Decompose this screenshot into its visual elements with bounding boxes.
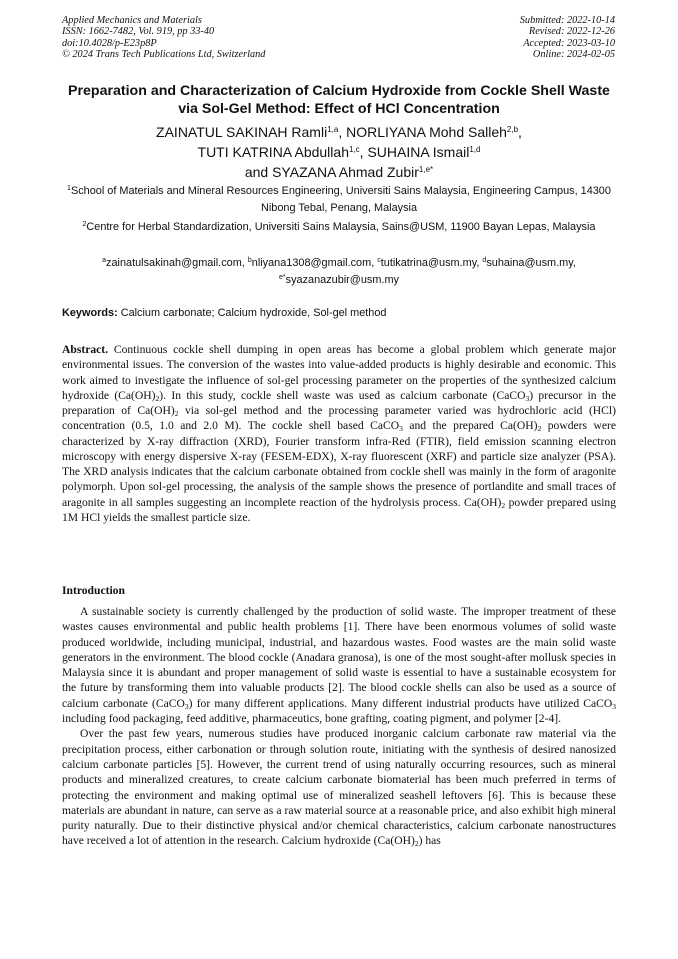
author-name: SUHAINA Ismail	[367, 144, 470, 160]
keywords-label: Keywords:	[62, 307, 118, 319]
paragraph	[62, 726, 616, 848]
email-line-1	[62, 255, 616, 272]
paragraph-text: Over the past few years, numerous studies have produced inorganic calcium carbonate raw material via the precipitation process, either carbonation or through solution route, initiating with the synthesis of desired nanosized calcium carbonate particles [5]. However, the current trend of using naturally occurring resources, such as mineral products and mineralized creatures, to create calcium carbonate biomaterial has been much preferred in terms of protecting the environment and making optimal use of mineralized seashell leftovers [6]. This is because these materials are abundant in nature, can serve as a raw material source at a reasonable price, and also exhibit high mineral purity naturally. Due to their distinctive physical and/or chemical characteristics, calcium carbonate nanostructures have received a lot of attention in the research. Calcium hydroxide (Ca(OH)	[62, 727, 616, 848]
abstract-label: Abstract.	[62, 343, 109, 356]
email-line-2	[62, 272, 616, 289]
keywords-text: Calcium carbonate; Calcium hydroxide, Sol-gel method	[117, 307, 387, 319]
author-sep: ,	[359, 144, 368, 160]
subscript: 3	[525, 393, 530, 403]
subscript: 2	[155, 393, 160, 403]
author-name: TUTI KATRINA Abdullah	[197, 144, 349, 160]
email-address[interactable]: suhaina@usm.my,	[486, 257, 576, 269]
author-sup: 2,b	[506, 125, 519, 134]
abstract-text: ) precursor in the preparation of Ca(OH)	[62, 388, 616, 417]
abstract	[62, 342, 616, 525]
author-name: ZAINATUL SAKINAH Ramli	[156, 124, 328, 140]
email-address[interactable]: syazanazubir@usm.my	[285, 273, 399, 286]
email-sup: c	[377, 257, 381, 264]
keywords	[62, 306, 616, 321]
date-revised: Revised: 2022-12-26	[528, 26, 615, 38]
affiliation-sup: 2	[82, 221, 87, 228]
subscript: 3	[612, 701, 617, 711]
abstract-text: and the prepared Ca(OH)	[402, 419, 538, 433]
abstract-text: ). In this study, cockle shell waste was used as calcium carbonate (CaCO	[159, 388, 526, 402]
journal-issn: ISSN: 1662-7482, Vol. 919, pp 33-40	[62, 26, 215, 38]
section-heading-introduction: Introduction	[62, 584, 125, 597]
affiliation-text: Centre for Herbal Standardization, Universiti Sains Malaysia, Sains@USM, 11900 Bayan Lepas, Malaysia	[86, 221, 596, 233]
affiliation-1	[62, 183, 616, 216]
author-name: NORLIYANA Mohd Salleh	[346, 124, 507, 140]
email-sup: b	[247, 257, 252, 264]
date-submitted: Submitted: 2022-10-14	[519, 15, 615, 26]
author-sep: ,	[338, 124, 347, 140]
author-line-2	[62, 142, 616, 162]
author-line-1	[62, 122, 616, 142]
paragraph-text: ) has	[418, 834, 441, 848]
email-list	[62, 255, 616, 288]
email-sep: ,	[371, 257, 378, 269]
email-sup: d	[482, 257, 487, 264]
author-sup: 1,d	[469, 145, 481, 154]
email-address[interactable]: tutikatrina@usm.my	[380, 257, 477, 269]
paragraph	[62, 604, 616, 726]
journal-header	[62, 15, 265, 61]
author-sup: 1,e*	[418, 165, 434, 174]
paper-title: Preparation and Characterization of Calcium Hydroxide from Cockle Shell Waste via Sol-Gel Method: Effect of HCl Concentration	[68, 83, 610, 117]
author-sup: 1,c	[348, 145, 360, 154]
subscript: 2	[501, 500, 506, 510]
journal-doi[interactable]: doi:10.4028/p-E23p8P	[62, 37, 157, 49]
email-address[interactable]: nliyana1308@gmail.com	[251, 257, 372, 269]
dates-header	[520, 15, 615, 61]
subscript: 3	[399, 424, 403, 434]
author-sup: 1,a	[327, 125, 339, 134]
introduction-body	[62, 604, 616, 849]
email-address[interactable]: zainatulsakinah@gmail.com	[106, 257, 242, 269]
author-list	[62, 122, 616, 182]
author-name: and SYAZANA Ahmad Zubir	[244, 164, 419, 180]
date-online: Online: 2024-02-05	[532, 49, 615, 61]
subscript: 2	[414, 839, 419, 849]
journal-copyright: © 2024 Trans Tech Publications Ltd, Switzerland	[62, 49, 266, 61]
paragraph-text: ) for many different applications. Many different industrial products have utilized CaCO	[188, 696, 613, 710]
abstract-text: powder prepared using 1M HCl yields the smallest particle size.	[62, 495, 617, 524]
subscript: 2	[174, 409, 179, 418]
abstract-text: Continuous cockle shell dumping in open areas has become a global problem which generate major environmental issues. The conversion of the wastes into value-added products is highly desirable and economic. This work aimed to investigate the influence of sol-gel processing parameter on the properties of the synthesized calcium hydroxide (Ca(OH)	[62, 343, 616, 402]
author-sep: ,	[518, 124, 522, 140]
paragraph-text: A sustainable society is currently challenged by the production of solid waste. The improper treatment of these wastes causes environmental and public health problems [1]. There have been enormous volumes of solid waste produced worldwide, including municipal, industrial, and hazardous wastes. Food wastes are the main solid waste generators in the environment. The blood cockle (Anadara granosa), is one of the most sought-after mollusk species in Malaysia since it is abundant and proper management of solid waste is essential to have a sustainable ecosystem for the future by transforming them into valuable products [2]. The blood cockle shells can also be used as a source of calcium carbonate (CaCO	[62, 605, 616, 710]
subscript: 2	[537, 424, 542, 434]
paragraph-text: including food packaging, feed additive, pharmaceutics, bone grafting, coating pigment, and polymer [2-4].	[62, 712, 562, 726]
email-sep: ,	[476, 257, 483, 269]
affiliation-text: School of Materials and Mineral Resources Engineering, Universiti Sains Malaysia, Engineering Campus, 14300 Nibong Tebal, Penang, Malaysia	[70, 185, 611, 214]
author-line-3	[62, 162, 616, 182]
email-sep: ,	[241, 257, 248, 269]
subscript: 3	[184, 701, 189, 711]
abstract-text: powders were characterized by X-ray diffraction (XRD), Fourier transform infra-Red (FTIR), field emission scanning electron microscopy with energy dispersive X-ray (FESEM-EDX), X-ray fluorescent (XRF) and particle size analyzer (PSA). The XRD analysis indicates that the calcium carbonate obtained from cockle shell was mainly in the form of aragonite polymorph. Upon sol-gel processing, the analysis of the sample shows the presence of portlandite and small traces of aragonite in all samples suggesting an incomplete reaction of the hydrolysis process. Ca(OH)	[62, 419, 616, 509]
abstract-text: via sol-gel method and the processing parameter varied was hydrochloric acid (HCl) concentration (0.5, 1.0 and 2.0 M). The cockle shell based CaCO	[62, 404, 616, 433]
journal-name: Applied Mechanics and Materials	[62, 15, 202, 26]
email-sup: a	[102, 257, 107, 264]
affiliation-2	[62, 219, 616, 236]
email-sup: e*	[279, 273, 286, 281]
date-accepted: Accepted: 2023-03-10	[523, 37, 615, 49]
affiliation-sup: 1	[67, 185, 71, 192]
